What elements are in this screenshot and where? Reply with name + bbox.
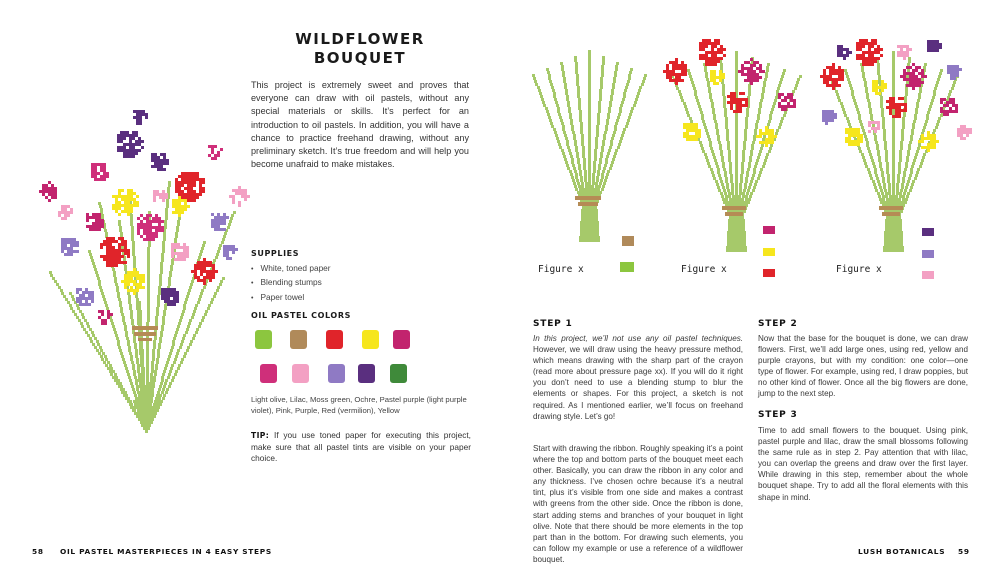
list-item: • Paper towel xyxy=(251,291,331,305)
step-1-paragraph-2: Start with drawing the ribbon. Roughly speaking it’s a point where the top and bottom parts of the bouquet meet each other. Basically, you can draw the ribbon in any color and any thickness. I’ve chosen ochre because it’s a neutral tint, plus it’s visible from one side and makes a contrast with greens from the other side. Once the ribbon is done, start adding stems and branches of your bouquet in light olive. Note that there should be more elements in the top part than in the bottom. For drawing such elements, you can follow my example or use a reference of a wildflower bouquet. xyxy=(533,444,743,564)
figure-label-2: Figure x xyxy=(681,264,727,275)
title-line-2: BOUQUET xyxy=(313,49,407,67)
colors-heading: OIL PASTEL COLORS xyxy=(251,311,351,320)
step-2-paragraph: Now that the base for the bouquet is done, we can draw flowers. First, we’ll add large ones, using red, yellow and purple crayons, but with my condition: one color—one type of flower. For example, using red, I draw poppies, but no other kind of flower. Once all the big flowers are done, jump to the next step. xyxy=(758,334,968,399)
running-head-left: OIL PASTEL MASTERPIECES IN 4 EASY STEPS xyxy=(60,547,272,556)
figure-label-3: Figure x xyxy=(836,264,882,275)
color-swatch xyxy=(292,364,309,383)
step-1-italic: In this project, we’ll not use any oil pastel techniques. xyxy=(533,334,743,343)
running-head-right: LUSH BOTANICALS xyxy=(858,547,946,556)
tip-text: If you use toned paper for executing this project, make sure that all pastel tints are visible on your paper choice. xyxy=(251,430,471,464)
figure-step-2 xyxy=(655,30,815,280)
bouquet-illustration xyxy=(28,100,278,440)
figure-step-1 xyxy=(520,40,670,280)
color-swatch xyxy=(393,330,410,349)
step-3-paragraph: Time to add small flowers to the bouquet. Using pink, pastel purple and lilac, draw the small blossoms following the same rule as in step 2. Pay attention that with lilac, you can overlap the greens and draw over the first layer. While drawing in this step, remember about the whole bouquet shape. Try to add all the floral elements with this shape in mind. xyxy=(758,426,968,502)
tip-label: TIP: xyxy=(251,431,270,440)
page-title xyxy=(250,30,470,68)
list-item: • Blending stumps xyxy=(251,276,331,290)
page-number-left: 58 xyxy=(32,547,44,556)
color-swatches xyxy=(255,330,415,390)
color-swatch xyxy=(290,330,307,349)
step-1-text: However, we will draw using the heavy pressure method, which means drawing with the sharp part of the crayon (read more about pressure page xx). If you will do it right you don’t need to use a blending stump to blur the elements or shapes. For this project, a sketch is not required. As I mentioned earlier, we’ll focus on freehand drawing style. Let’s go! xyxy=(533,345,743,421)
color-swatch xyxy=(358,364,375,383)
color-swatch xyxy=(326,330,343,349)
color-swatch xyxy=(390,364,407,383)
page-number-right: 59 xyxy=(958,547,970,556)
color-swatch xyxy=(260,364,277,383)
list-item: • White, toned paper xyxy=(251,262,331,276)
color-swatch xyxy=(328,364,345,383)
supplies-heading: SUPPLIES xyxy=(251,249,300,258)
step-3-heading: STEP 3 xyxy=(758,410,798,420)
figure-step-3 xyxy=(812,30,977,290)
figure-label-1: Figure x xyxy=(538,264,584,275)
colors-list: Light olive, Lilac, Moss green, Ochre, Pastel purple (light purple violet), Pink, Purple, Red (vermilion), Yellow xyxy=(251,395,467,415)
step-2-heading: STEP 2 xyxy=(758,319,798,329)
step-1-paragraph-1 xyxy=(533,333,743,422)
title-line-1: WILDFLOWER xyxy=(295,30,425,48)
color-swatch xyxy=(362,330,379,349)
tip xyxy=(251,430,471,465)
intro-paragraph: This project is extremely sweet and proves that everyone can draw with oil pastels, without any special materials or skills. It’s perfect for an introduction to oil pastels. In addition, you will have a chance to practice freehand drawing, without any preliminary sketch. It’s true freedom and will help you become unafraid to make mistakes. xyxy=(251,80,469,170)
step-1-heading: STEP 1 xyxy=(533,319,573,329)
color-swatch xyxy=(255,330,272,349)
supplies-list xyxy=(251,262,331,305)
